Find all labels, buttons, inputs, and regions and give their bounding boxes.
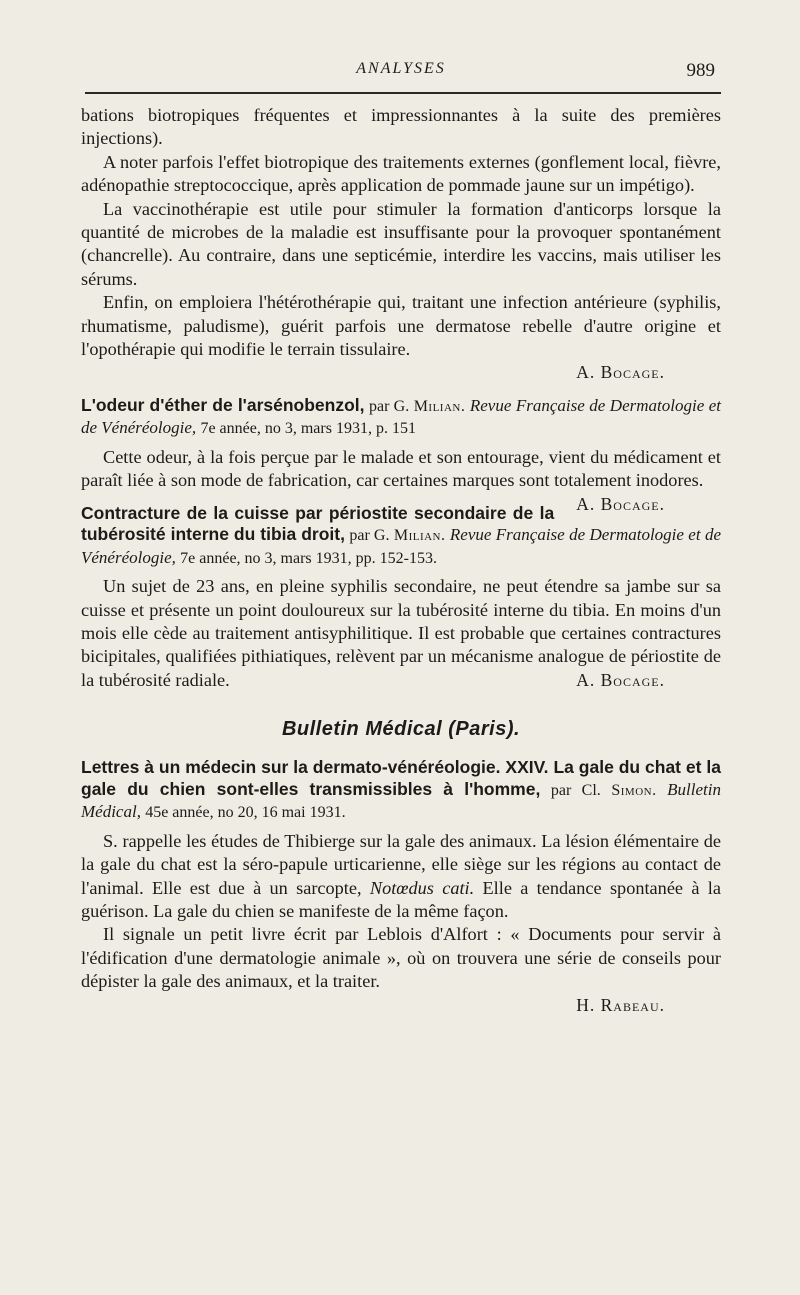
signature: A. Bocage.	[576, 362, 665, 383]
paragraph: La vaccinothérapie est utile pour stimuler la formation d'anticorps lorsque la quantité de microbes de la maladie est insuffisante pour la provoquer spontanément (chancrelle). Au contraire, dans une septicémie, interdire les vaccins, mais utiliser les sérums.	[81, 198, 721, 289]
article-text: S. rappelle les études de Thibierge sur la gale des animaux. La lésion élémentaire de la gale du chat est la séro-papule urticarienne, elle siège sur les régions au contact de l'animal. Elle est due à un sarcopte,	[81, 830, 721, 898]
signature: A. Bocage.	[576, 669, 665, 690]
article-author: Milian.	[393, 527, 446, 545]
running-head	[81, 56, 721, 84]
article-journal: Bulletin Médical,	[81, 779, 721, 822]
page-number: 989	[686, 60, 715, 81]
article-entry	[81, 395, 721, 440]
article-by: par G.	[349, 527, 390, 545]
article-title: Lettres à un médecin sur la dermato-vénéréologie. XXIV. La gale du chat et la gale du chien sont-elles transmissibles à l'homme,	[81, 757, 721, 799]
paragraph	[81, 575, 721, 692]
article-text: Elle a tendance spontanée à la guérison. La gale du chien se manifeste de la même façon.	[81, 877, 721, 921]
paragraph: Enfin, on emploiera l'hétérothérapie qui, traitant une infection antérieure (syphilis, rhumatisme, paludisme), guérit parfois une dermatose rebelle d'autre origine et l'opothérapie qui modifie le terrain tissulaire.	[81, 292, 721, 360]
article-journal: Revue Française de Dermatologie et de Vénéréologie,	[81, 525, 721, 567]
paragraph	[81, 446, 721, 514]
article-author: Simon.	[611, 781, 657, 799]
article-text: Un sujet de 23 ans, en pleine syphilis secondaire, ne peut étendre sa jambe sur sa cuisse et présente un point douloureux sur la tubérosité interne du tibia. En moins d'un mois elle cède au traitement antisyphilitique. Il est probable que certaines contractures bicipitales, qualifiées pithiatiques, relèvent par un mécanisme analogue de périostite de la tubérosité radiale.	[81, 576, 721, 690]
article-title: Contracture de la cuisse par périostite secondaire de la tubérosité interne du tibia droit,	[81, 502, 555, 545]
article-by: par Cl.	[550, 781, 601, 799]
signature: A. Bocage.	[576, 493, 665, 514]
paragraph	[81, 830, 721, 924]
species-name: Notœdus cati.	[369, 877, 475, 898]
running-title: ANALYSES	[356, 60, 446, 77]
article-title: L'odeur d'éther de l'arsénobenzol,	[81, 394, 365, 415]
section-heading: Bulletin Médical (Paris).	[281, 718, 521, 741]
article-by: par G.	[369, 397, 410, 415]
article-ref: 7e année, no 3, mars 1931, pp. 152-153.	[180, 549, 437, 567]
article-journal: Revue Française de Dermatologie et de Vénéréologie,	[81, 395, 721, 438]
article-ref: 45e année, no 20, 16 mai 1931.	[145, 804, 346, 822]
signature: H. Rabeau.	[576, 994, 665, 1015]
paragraph: bations biotropiques fréquentes et impressionnantes à la suite des premières injections).	[81, 105, 721, 149]
article-author: Milian.	[413, 397, 466, 415]
paragraph: Il signale un petit livre écrit par Leblois d'Alfort : « Documents pour servir à l'édification d'une dermatologie animale », où on trouvera une série de conseils pour dépister la gale des animaux, et la traiter.	[81, 924, 721, 992]
article-ref: 7e année, no 3, mars 1931, p. 151	[200, 420, 416, 438]
header-rule	[85, 92, 721, 94]
article-entry	[81, 757, 721, 824]
body-text	[81, 104, 721, 1017]
paragraph: A noter parfois l'effet biotropique des traitements externes (gonflement local, fièvre, adénopathie streptococcique, après application de pommade jaune sur un impétigo).	[81, 151, 721, 196]
article-text: Cette odeur, à la fois perçue par le malade et son entourage, vient du médicament et paraît liée à son mode de fabrication, car certaines marques sont totalement inodores.	[81, 446, 721, 491]
